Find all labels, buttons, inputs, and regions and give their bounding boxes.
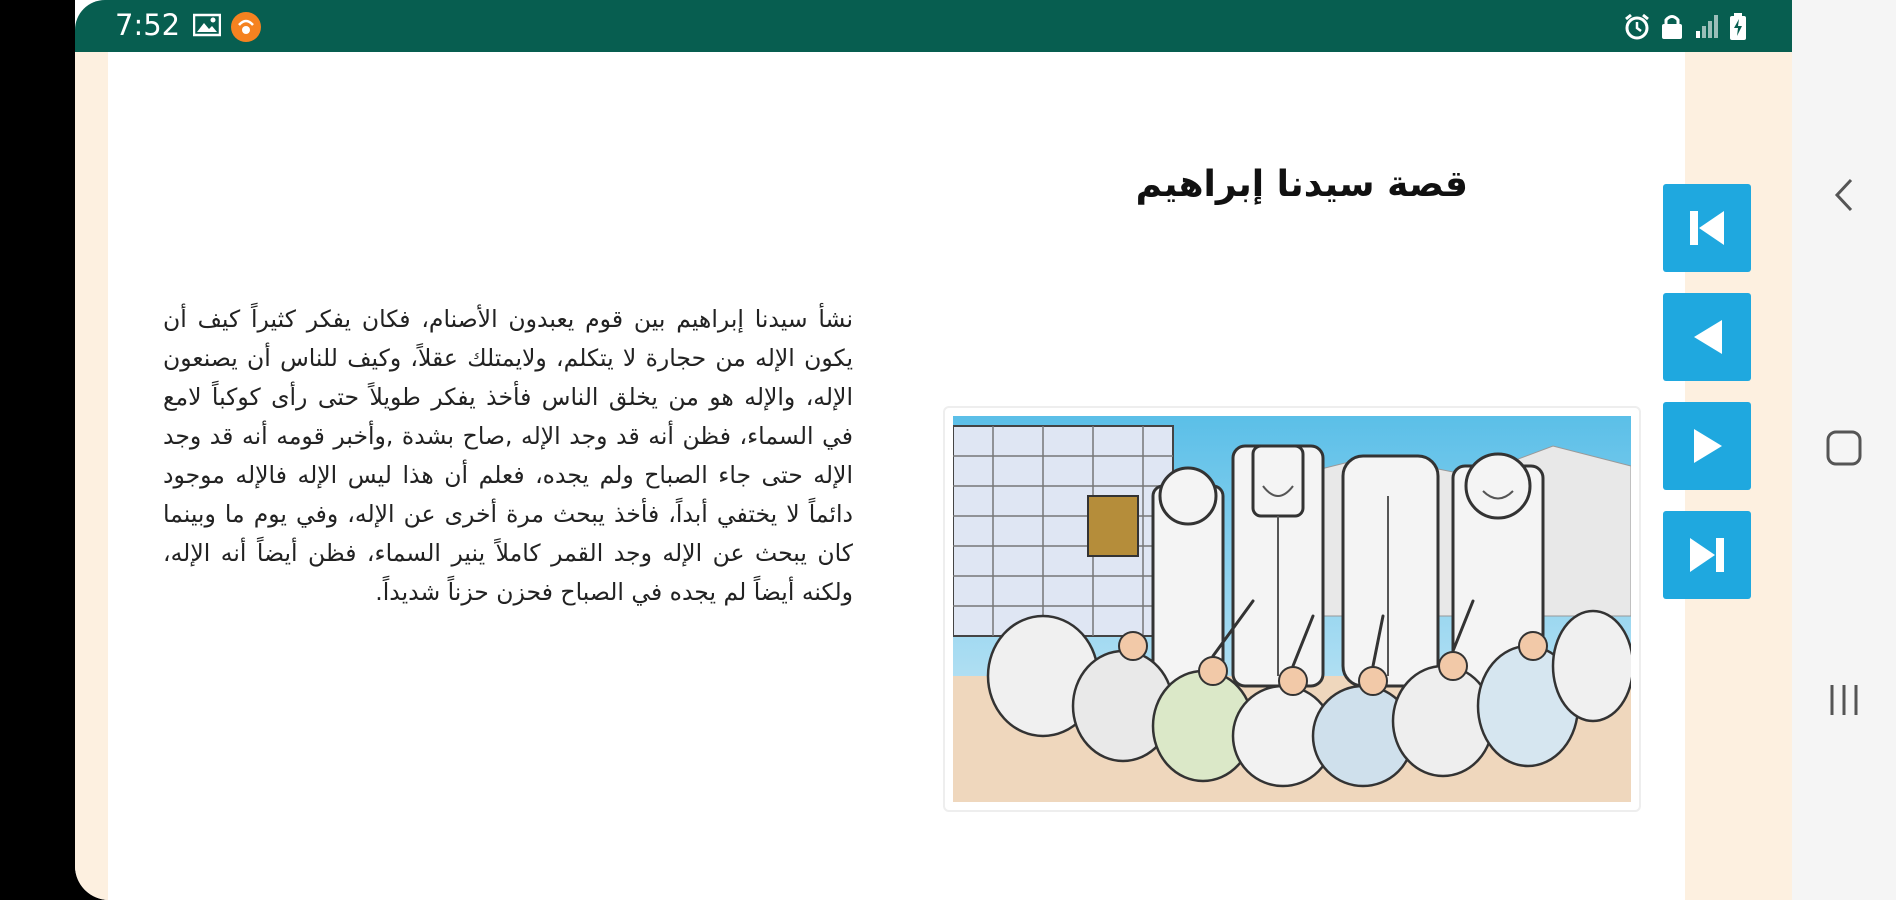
status-time: 7:52 — [115, 8, 181, 42]
back-button[interactable] — [1792, 175, 1896, 215]
story-title: قصة سيدنا إبراهيم — [1135, 164, 1468, 205]
recents-icon — [1824, 680, 1864, 720]
device-screen — [75, 0, 1792, 900]
skip-last-icon — [1682, 530, 1732, 580]
next-icon — [1682, 421, 1732, 471]
gallery-icon — [193, 13, 221, 41]
battery-icon — [1729, 13, 1747, 45]
recents-button[interactable] — [1792, 680, 1896, 720]
next-button[interactable] — [1663, 402, 1751, 490]
notification-badge-icon — [230, 11, 262, 47]
square-icon — [1824, 428, 1864, 468]
skip-last-button[interactable] — [1663, 511, 1751, 599]
story-content — [108, 52, 1685, 900]
skip-first-button[interactable] — [1663, 184, 1751, 272]
lock-icon — [1660, 13, 1684, 45]
chevron-left-icon — [1829, 175, 1859, 215]
signal-icon — [1694, 13, 1720, 43]
alarm-icon — [1623, 13, 1651, 45]
status-bar — [75, 0, 1792, 52]
story-illustration — [953, 416, 1631, 802]
story-text: نشأ سيدنا إبراهيم بين قوم يعبدون الأصنام، فكان يفكر كثيراً كيف أن يكون الإله من حجارة لا يتكلم، ولايمتلك عقلاً، وكيف للناس أن يصنعون الإله، والإله هو من يخلق الناس فأخذ يفكر طويلاً حتى رأى كوكباً لامع في السماء، فظن أنه قد وجد الإله ,صاح بشدة ,وأخبر قومه أنه قد وجد الإله حتى جاء الصباح ولم يجده، فعلم أن هذا ليس الإله فالإله موجود دائماً لا يختفي أبداً، فأخذ يبحث مرة أخرى عن الإله، وفي يوم ما وبينما كان يبحث عن الإله وجد القمر كاملاً ينير السماء، فظن أيضاً أنه الإله، ولكنه أيضاً لم يجده في الصباح فحزن حزناً شديداً. — [163, 305, 853, 606]
system-navigation-bar — [1792, 0, 1896, 900]
home-button[interactable] — [1792, 428, 1896, 468]
previous-button[interactable] — [1663, 293, 1751, 381]
left-margin — [75, 52, 108, 900]
illustration-frame — [943, 406, 1641, 812]
skip-first-icon — [1682, 203, 1732, 253]
previous-icon — [1682, 312, 1732, 362]
